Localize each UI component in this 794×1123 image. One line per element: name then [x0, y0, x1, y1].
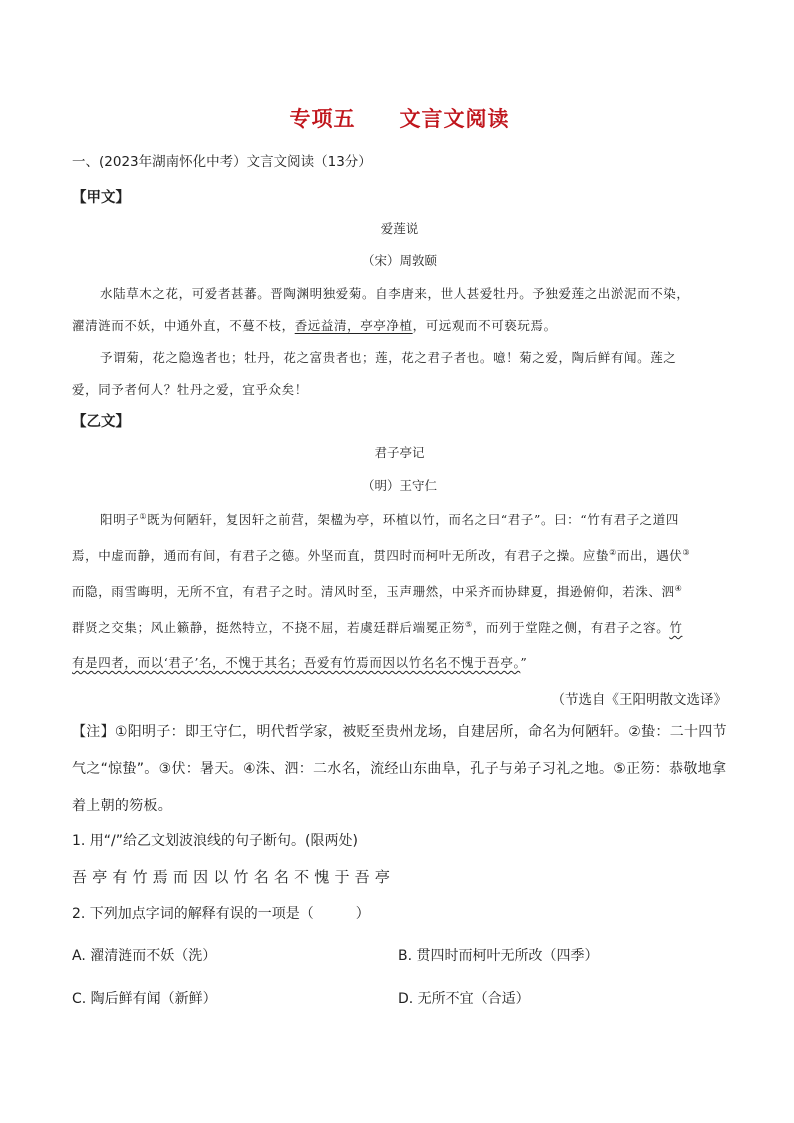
sentence-character: 于: [334, 868, 350, 886]
footnote-mark: ③: [682, 548, 691, 557]
text-span: 群贤之交集；风止籁静，挺然特立，不挠不屈，若虞廷群后端冕正笏: [72, 620, 466, 635]
sentence-character: 而: [172, 868, 188, 886]
sentence-character: 名: [273, 868, 289, 886]
jia-author: （宋）周敦颐: [361, 253, 437, 268]
source-citation: （节选自《王阳明散文选译》: [551, 692, 727, 708]
question-1-characters: [72, 866, 395, 887]
sentence-character: 竹: [132, 868, 148, 886]
yi-line-4: [72, 618, 682, 636]
note-line-3: 着上朝的笏板。: [72, 798, 173, 814]
option-a: A. 濯清涟而不妖（洗）: [72, 948, 217, 964]
yi-line-5: [72, 653, 527, 671]
page-title: 专项五 文言文阅读: [289, 107, 510, 131]
text-span: 阳明子: [100, 512, 140, 527]
sentence-character: 吾: [72, 868, 88, 886]
sentence-character: 竹: [233, 868, 249, 886]
wavy-underlined-sentence: 有是四者，而以‘君子’名，不愧于其名；吾爱有竹焉而因以竹名名不愧于吾亭。: [72, 655, 521, 670]
underlined-phrase: 香远益清，亭亭净植: [294, 318, 413, 333]
sentence-character: 名: [253, 868, 269, 886]
yi-label: 【乙文】: [72, 414, 130, 430]
yi-line-2: [72, 546, 690, 564]
text-span: 焉，中虚而静，通而有间，有君子之德。外坚而直，贯四时而柯叶无所改，有君子之操。应蛰: [72, 548, 610, 563]
jia-title: 爱莲说: [380, 221, 419, 236]
text-span: 濯清涟而不妖，中通外直，不蔓不枝，: [72, 318, 295, 333]
option-d: D. 无所不宜（合适）: [398, 991, 530, 1007]
text-span: ”: [520, 655, 528, 670]
sentence-character: 吾: [354, 868, 370, 886]
text-span: ，可远观而不可亵玩焉。: [412, 318, 557, 333]
sentence-character: 因: [193, 868, 209, 886]
footnote-mark: ④: [674, 584, 683, 593]
yi-title: 君子亭记: [374, 445, 425, 460]
text-span: 既为何陋轩，复因轩之前营，架楹为亭，环植以竹，而名之曰“君子”。曰：“竹有君子之道四: [147, 512, 679, 527]
option-b: B. 贯四时而柯叶无所改（四季）: [398, 948, 599, 964]
text-span: 而隐，雨雪晦明，无所不宜，有君子之时。清风时至，玉声珊然，中采齐而协肆夏，揖逊俯仰，若洙、泗: [72, 584, 675, 599]
footnote-mark: ⑤: [465, 620, 473, 629]
option-c: C. 陶后鲜有闻（新鲜）: [72, 991, 217, 1007]
sentence-character: 亭: [92, 868, 108, 886]
sentence-character: 不: [294, 868, 310, 886]
yi-line-1: [100, 510, 679, 528]
sentence-character: 以: [213, 868, 229, 886]
text-span: ，而列于堂陛之侧，有君子之容。: [472, 620, 670, 635]
sentence-character: 有: [112, 868, 128, 886]
question-2-prompt: 2. 下列加点字词的解释有误的一项是（ ）: [72, 906, 370, 922]
yi-author: （明）王守仁: [361, 478, 437, 493]
wavy-underlined-text: 竹: [669, 620, 683, 635]
sentence-character: 愧: [314, 868, 330, 886]
sentence-character: 焉: [152, 868, 168, 886]
text-span: 而出，遇伏: [616, 548, 683, 563]
note-line-2: 气之“惊蛰”。③伏：暑天。④洙、泗：二水名，流经山东曲阜，孔子与弟子习礼之地。⑤正笏：恭敬地拿: [72, 761, 727, 777]
yi-line-3: [72, 582, 682, 600]
jia-paragraph-2-line-2: 爱，同予者何人？牡丹之爱，宜乎众矣！: [72, 382, 308, 397]
jia-paragraph-1-line-1: 水陆草木之花，可爱者甚蕃。晋陶渊明独爱菊。自李唐来，世人甚爱牡丹。予独爱莲之出淤泥而不染，: [100, 286, 690, 301]
jia-label: 【甲文】: [72, 190, 130, 206]
question-1-prompt: 1. 用“/”给乙文划波浪线的句子断句。(限两处): [72, 833, 358, 849]
footnote-mark: ①: [139, 512, 148, 521]
jia-paragraph-1-line-2: [72, 316, 557, 334]
footnote-mark: ②: [609, 548, 617, 557]
jia-paragraph-2-line-1: 予谓菊，花之隐逸者也；牡丹，花之富贵者也；莲，花之君子者也。噫！菊之爱，陶后鲜有闻。莲之: [100, 350, 677, 365]
section-intro: 一、(2023年湖南怀化中考）文言文阅读（13分）: [72, 154, 372, 170]
sentence-character: 亭: [374, 868, 390, 886]
note-line-1: 【注】①阳明子：即王守仁，明代哲学家，被贬至贵州龙场，自建居所，命名为何陋轩。②蛰：二十四节: [72, 724, 727, 740]
